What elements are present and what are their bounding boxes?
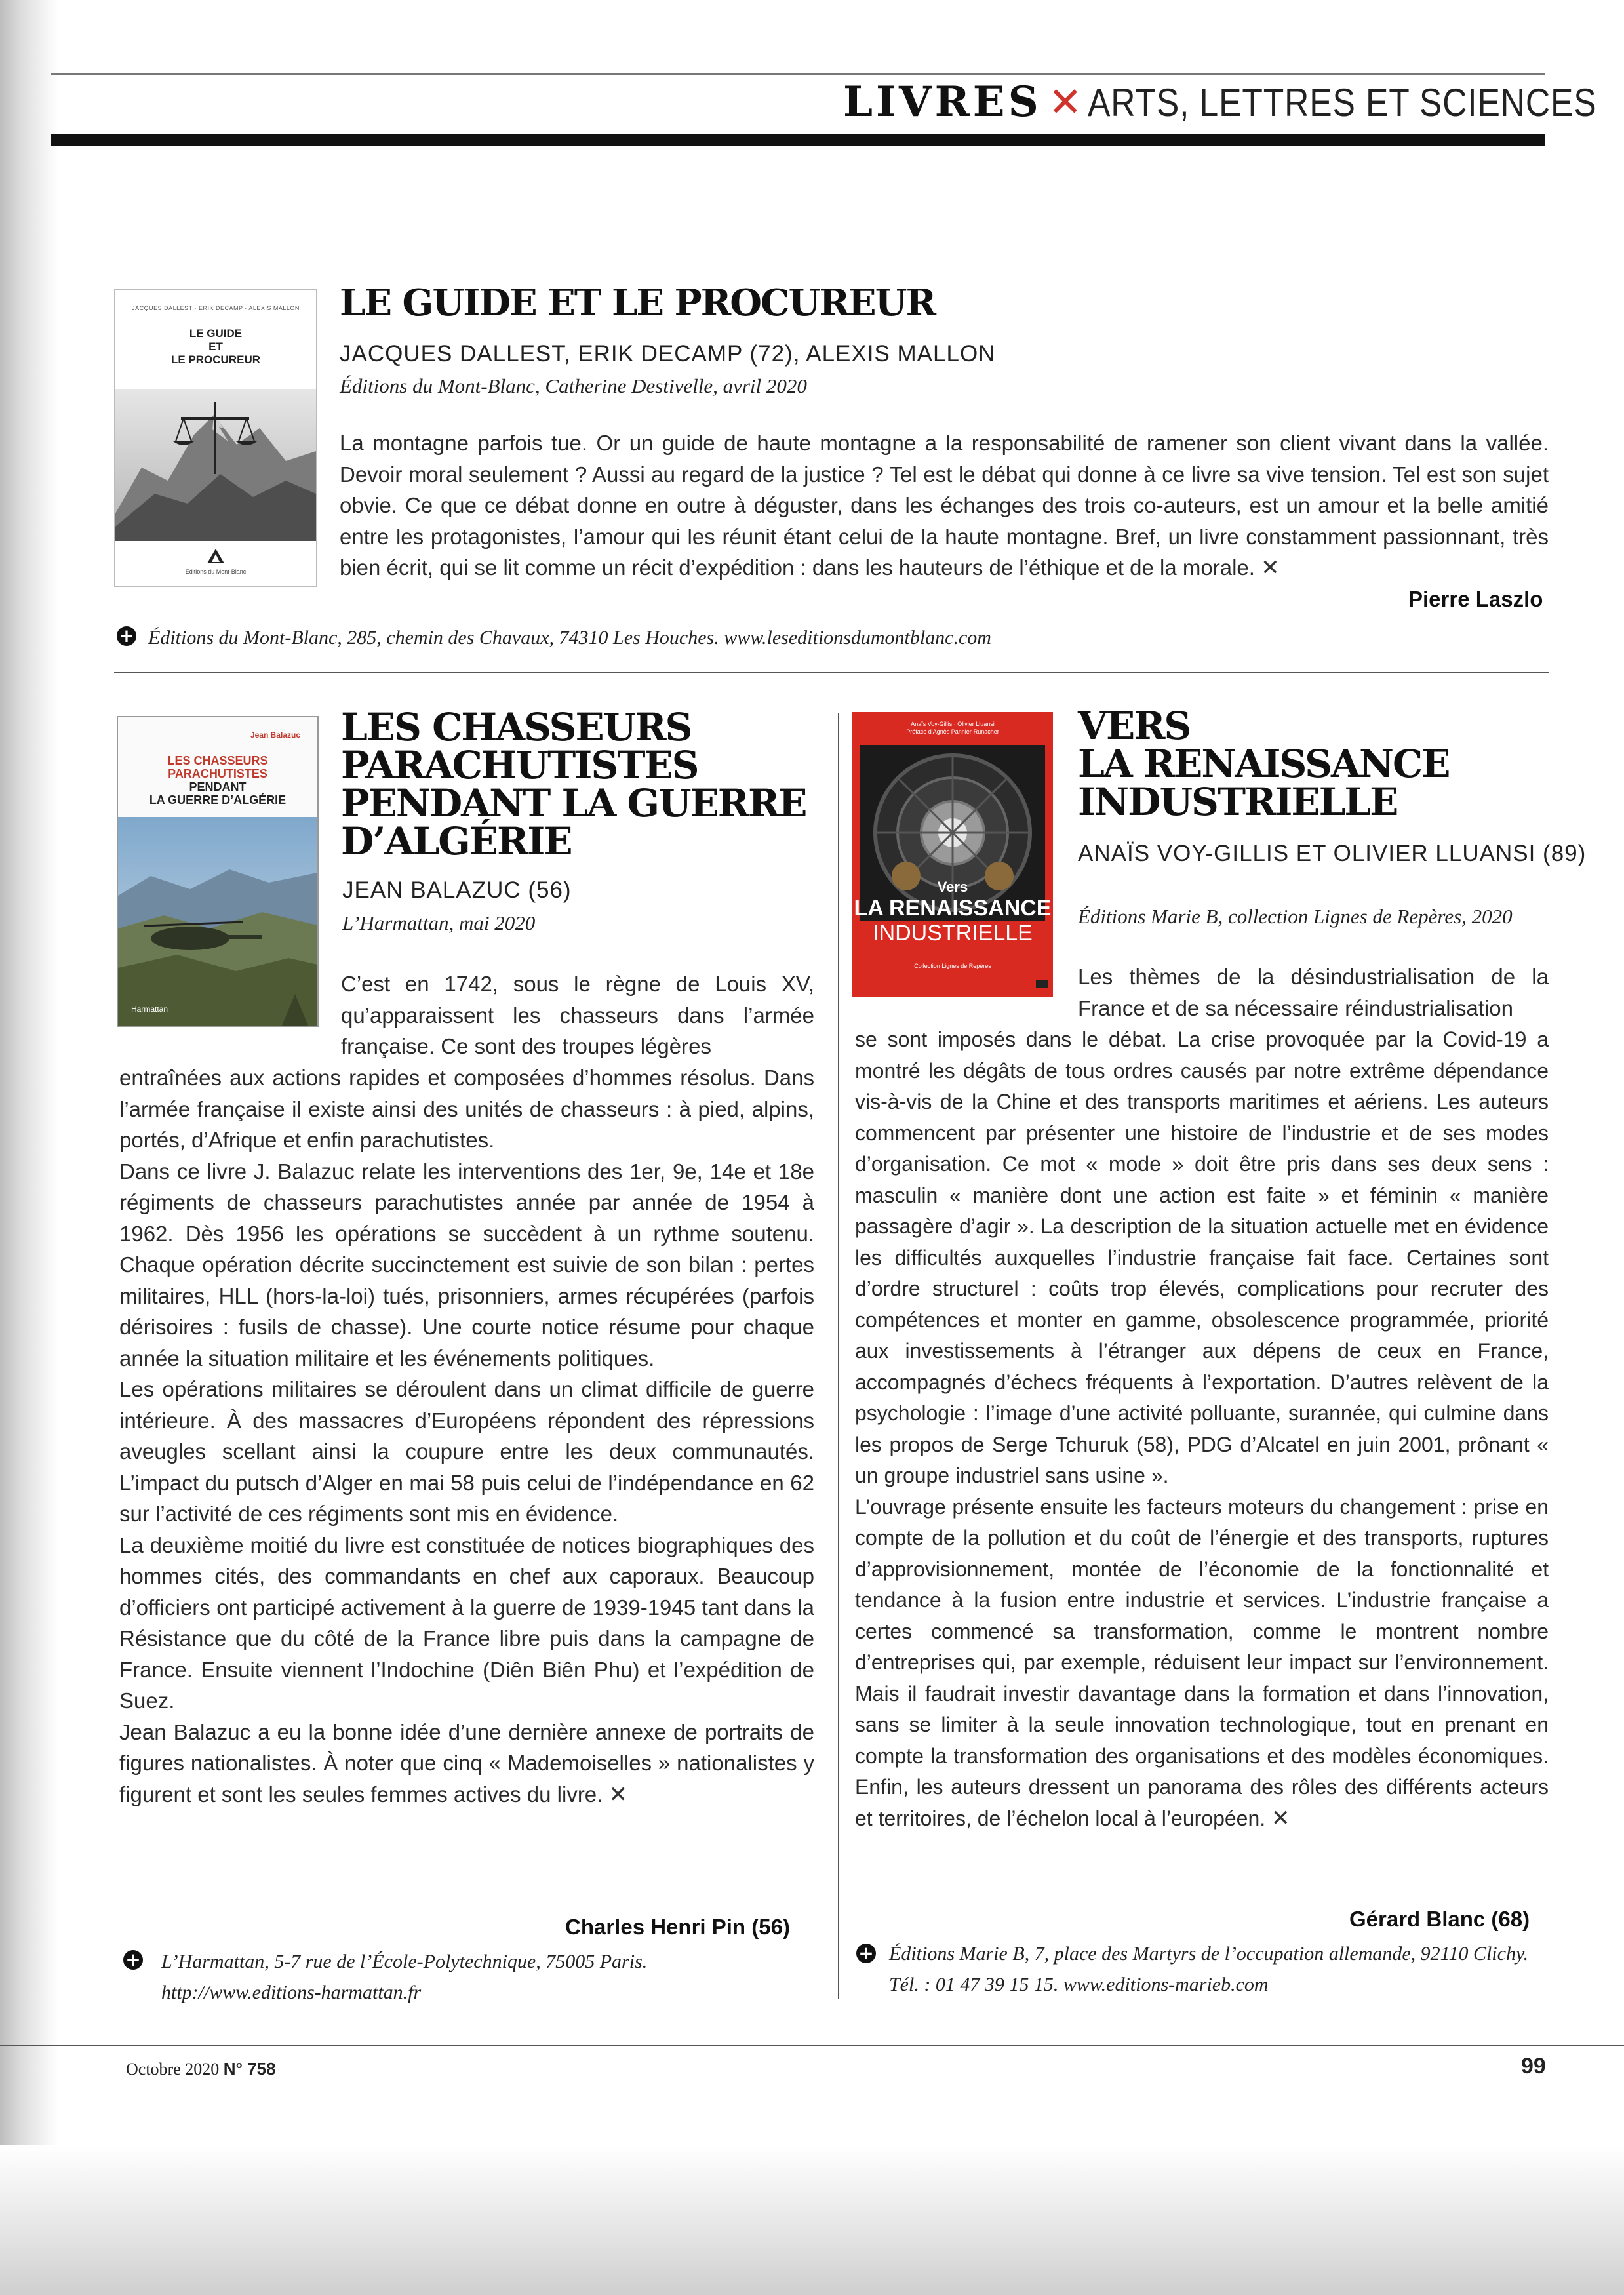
book-cover-renaissance-industrielle xyxy=(852,712,1053,997)
reviewer-name: Pierre Laszlo xyxy=(1408,587,1543,611)
cover-title: Vers LA RENAISSANCE INDUSTRIELLE xyxy=(854,879,1052,946)
cover-publisher: Harmattan xyxy=(131,1005,168,1014)
cover-title: LE GUIDE ET LE PROCUREUR xyxy=(170,327,260,366)
cover-publisher: Éditions du Mont-Blanc xyxy=(185,569,247,575)
cover-authors: Anaïs Voy-Gillis · Olivier Lluansi Préface d’Agnès Pannier-Runacher xyxy=(906,721,999,735)
end-mark-icon: ✕ xyxy=(608,1782,627,1807)
page-gutter-shadow xyxy=(0,0,59,2295)
helicopter-landscape-illustration xyxy=(118,817,317,1026)
plus-icon: + xyxy=(856,1944,876,1963)
cover-title: LES CHASSEURS PARACHUTISTES PENDANT LA GUERRE D’ALGÉRIE xyxy=(149,754,287,807)
reviewer-name: Gérard Blanc (68) xyxy=(1349,1907,1530,1931)
separator-cross-icon: ✕ xyxy=(1048,80,1082,125)
header-top-rule xyxy=(51,73,1545,75)
cover-authors: JACQUES DALLEST · ERIK DECAMP · ALEXIS MALLON xyxy=(132,305,300,311)
scan-bottom-shadow xyxy=(0,2145,1624,2295)
book-title: VERS LA RENAISSANCE INDUSTRIELLE xyxy=(1078,704,1450,824)
book-publication: L’Harmattan, mai 2020 xyxy=(342,911,536,934)
book-title: LE GUIDE ET LE PROCUREUR xyxy=(340,281,935,325)
publisher-contact: Éditions du Mont-Blanc, 285, chemin des Chavaux, 74310 Les Houches. www.leseditionsdumontblanc.com xyxy=(148,627,991,649)
plus-icon: + xyxy=(123,1950,143,1970)
section-header xyxy=(843,77,1624,130)
review-body: entraînées aux actions rapides et composées d’hommes résolus. Dans l’armée française il existe ainsi des unités de chasseurs : à pied, alpins, portés, d’Afrique et enfin parachutistes. Dans ce livre J. Balazuc relate les interventions des 1er, 9e, 14e et 18e régiments de chasseurs parachutistes année par année de 1954 à 1962. Dès 1956 les opérations se succèdent à un rythme soutenu. Chaque opération décrite succinctement est suivie de son bilan : pertes militaires, HLL (hors-la-loi) tués, prisonniers, armes récupérées (parfois dérisoires : fusils de chasse). Une courte notice résume pour chaque année la situation militaire et les événements politiques. Les opérations militaires se déroulent dans un climat difficile de guerre intérieure. À des massacres d’Européens répondent des répressions aveugles scellant ainsi la coupure entre les deux communautés. L’impact du putsch d’Alger en mai 58 puis celui de l’indépendance en 62 sur l’activité de ces régiments sont mis en évidence. La deuxième moitié du livre est constituée de notices biographiques des hommes cités, des commandants en chef aux caporaux. Beaucoup d’officiers ont participé activement à la guerre de 1939-1945 tant dans la Résistance que du côté de la France libre puis dans la campagne de France. Ensuite viennent l’Indochine (Diên Biên Phu) et l’expédition de Suez. Jean Balazuc a eu la bonne idée d’une dernière annexe de portraits de figures nationalistes. À noter que cinq « Mademoiselles » nationalistes y figurent et sont les seules femmes actives du livre. ✕ xyxy=(119,1066,814,1807)
reviewer-name: Charles Henri Pin (56) xyxy=(565,1915,790,1939)
section-name: LIVRES xyxy=(843,77,1042,127)
review-body: se sont imposés dans le débat. La crise provoquée par la Covid-19 a montré les dégâts de tous ordres causés par notre extrême dépendance vis-à-vis de la Chine et des transports maritimes et aériens. Les auteurs commencent par présenter une histoire de l’industrie et de ses modes d’organisation. Ce mot « mode » doit être pris dans ses deux sens : masculin « manière dont une action est faite » et féminin « manière passagère d’agir ». La description de la situation actuelle met en évidence les difficultés auxquelles l’industrie française fait face. Certaines sont d’ordre structurel : coûts trop élevés, complications pour recruter des compétences et monter en gamme, obsolescence programmée, priorité aux investissements à l’étranger aux dépens de ceux en France, accompagnés d’échecs fréquents à l’exportation. D’autres relèvent de la psychologie : l’image d’une activité polluante, surannée, qui culmine dans les propos de Serge Tchuruk (58), PDG d’Alcatel en juin 2001, prônant « un groupe industriel sans usine ». L’ouvrage présente ensuite les facteurs moteurs du changement : prise en compte de la pollution et du coût de l’énergie et des transports, ruptures d’approvisionnement, montée de l’économie de la fonctionnalité et tendance à la fusion entre industrie et services. L’industrie française a certes commencé sa transformation, comme le montrent nombre d’entreprises qui, par exemple, réduisent leur impact sur l’environnement. Mais il faudrait investir davantage dans la formation et dans l’innovation, sans se limiter à la seule innovation technologique, tout en prenant en compte la transformation des organisations et des modèles économiques. Enfin, les auteurs dressent un panorama des rôles des différents acteurs et territoires, de l’échelon local à l’européen. ✕ xyxy=(855,1028,1549,1831)
book-publication: Éditions Marie B, collection Lignes de Repères, 2020 xyxy=(1078,905,1513,928)
cover-author: Jean Balazuc xyxy=(250,730,300,740)
mountain-scales-illustration xyxy=(115,389,316,541)
publisher-logo-icon xyxy=(1036,980,1048,988)
book-authors: ANAÏS VOY-GILLIS ET OLIVIER LLUANSI (89) xyxy=(1078,841,1587,866)
section-divider xyxy=(114,672,1549,673)
review-body-intro: Les thèmes de la désindustrialisation de la France et de sa nécessaire réindustrialisation xyxy=(1078,965,1549,1020)
book-authors: JACQUES DALLEST, ERIK DECAMP (72), ALEXIS MALLON xyxy=(340,341,996,367)
publisher-logo-icon xyxy=(206,548,226,565)
review-body-intro: C’est en 1742, sous le règne de Louis XV, qu’apparaissent les chasseurs dans l’armée française. Ce sont des troupes légères xyxy=(341,972,814,1058)
publisher-contact: L’Harmattan, 5-7 rue de l’École-Polytechnique, 75005 Paris. http://www.editions-harmattan.fr xyxy=(161,1951,648,2003)
subsection-name: ARTS, LETTRES ET SCIENCES xyxy=(1087,81,1597,125)
page-number: 99 xyxy=(1521,2054,1546,2079)
book-cover-guide-procureur xyxy=(114,289,317,587)
book-publication: Éditions du Mont-Blanc, Catherine Destivelle, avril 2020 xyxy=(340,374,807,397)
end-mark-icon: ✕ xyxy=(1261,555,1280,580)
end-mark-icon: ✕ xyxy=(1271,1805,1290,1831)
header-bar xyxy=(51,134,1545,146)
book-authors: JEAN BALAZUC (56) xyxy=(342,877,572,903)
review-body: La montagne parfois tue. Or un guide de haute montagne a la responsabilité de ramener son client vivant dans la vallée. Devoir moral seulement ? Aussi au regard de la justice ? Tel est le débat qui donne à ce livre sa vive tension. Tel est son sujet obvie. Ce que ce débat donne en outre à déguster, dans les échanges des trois co-auteurs, est un amour et la belle amitié entre les protagonistes, l’amour qui les réunit étant celui de la haute montagne. Bref, un livre constamment passionnant, très bien écrit, qui se lit comme un récit d’expédition : dans les hauteurs de l’éthique et de la morale. ✕ xyxy=(340,431,1549,580)
footer-rule xyxy=(0,2045,1624,2046)
book-cover-chasseurs-parachutistes xyxy=(117,716,319,1027)
cover-collection: Collection Lignes de Repères xyxy=(914,963,991,969)
plus-icon: + xyxy=(117,626,136,646)
column-divider xyxy=(838,713,839,1999)
publisher-contact: Éditions Marie B, 7, place des Martyrs de l’occupation allemande, 92110 Clichy. Tél. : 01 47 39 15 15. www.editions-marieb.com xyxy=(889,1943,1529,1995)
issue-info: Octobre 2020 N° 758 xyxy=(126,2059,276,2079)
book-title: LES CHASSEURS PARACHUTISTES PENDANT LA GUERRE D’ALGÉRIE xyxy=(341,705,806,864)
